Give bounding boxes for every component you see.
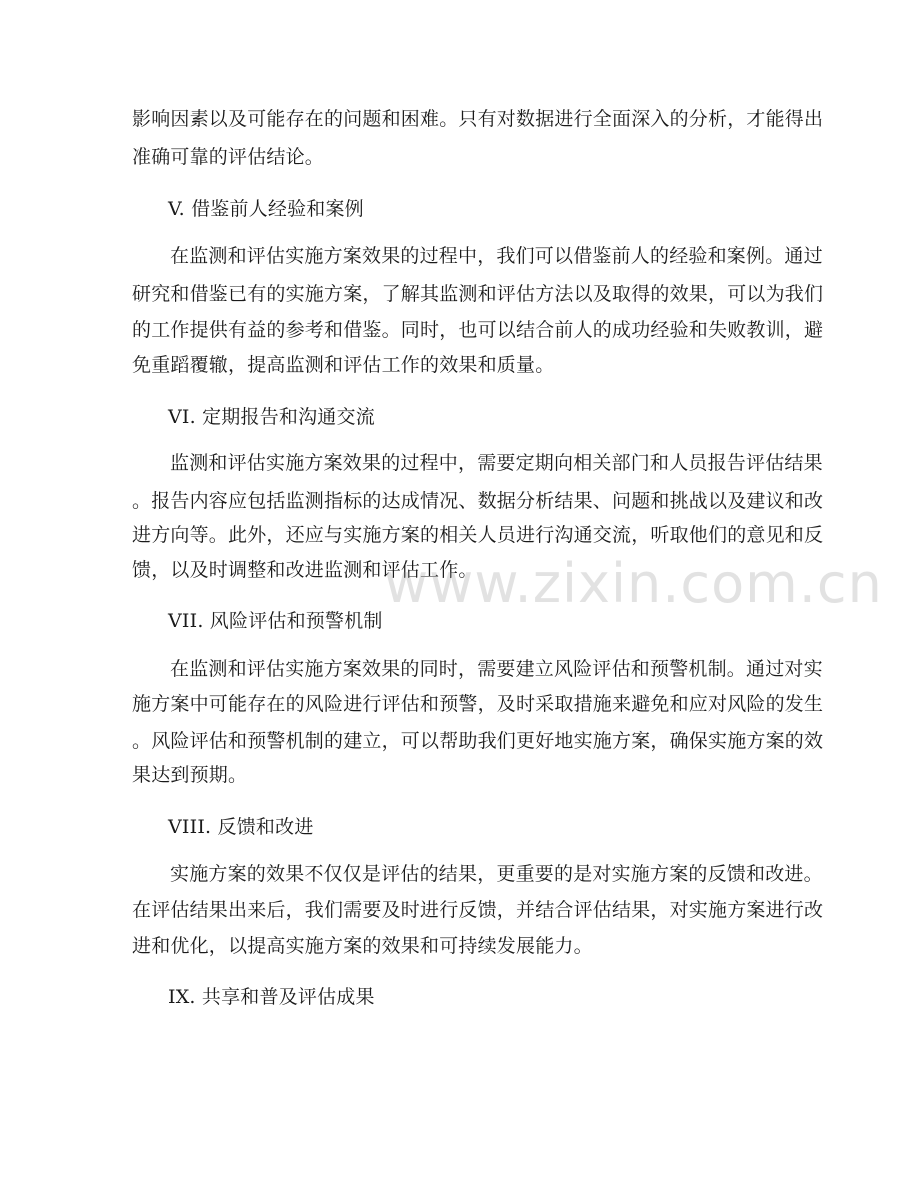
paragraph-line: 进方向等。此外，还应与实施方案的相关人员进行沟通交流，听取他们的意见和反: [132, 524, 824, 546]
section-heading: VII. 风险评估和预警机制: [168, 610, 383, 632]
section-heading: VIII. 反馈和改进: [168, 816, 314, 838]
paragraph-line: 。报告内容应包括监测指标的达成情况、数据分析结果、问题和挑战以及建议和改: [132, 490, 824, 512]
paragraph-line: 在评估结果出来后，我们需要及时进行反馈，并结合评估结果，对实施方案进行改: [132, 899, 824, 921]
paragraph-line: 进和优化，以提高实施方案的效果和可持续发展能力。: [132, 935, 593, 957]
paragraph-line: 。风险评估和预警机制的建立，可以帮助我们更好地实施方案，确保实施方案的效: [132, 730, 824, 752]
paragraph-line: 影响因素以及可能存在的问题和困难。只有对数据进行全面深入的分析，才能得出: [132, 108, 824, 130]
paragraph-line: 果达到预期。: [132, 764, 248, 786]
paragraph-line: 免重蹈覆辙，提高监测和评估工作的效果和质量。: [132, 354, 555, 376]
paragraph-line: 准确可靠的评估结论。: [132, 146, 325, 168]
paragraph-line: 在监测和评估实施方案效果的过程中，我们可以借鉴前人的经验和案例。通过: [170, 245, 823, 267]
paragraph-line: 研究和借鉴已有的实施方案，了解其监测和评估方法以及取得的效果，可以为我们: [132, 283, 824, 305]
watermark: www.zixin.com.cn: [384, 552, 883, 615]
paragraph-line: 监测和评估实施方案效果的过程中，需要定期向相关部门和人员报告评估结果: [170, 452, 823, 474]
paragraph-line: 馈，以及时调整和改进监测和评估工作。: [132, 559, 478, 581]
paragraph-line: 实施方案的效果不仅仅是评估的结果，更重要的是对实施方案的反馈和改进。: [170, 863, 823, 885]
paragraph-line: 的工作提供有益的参考和借鉴。同时，也可以结合前人的成功经验和失败教训，避: [132, 319, 824, 341]
paragraph-line: 在监测和评估实施方案效果的同时，需要建立风险评估和预警机制。通过对实: [170, 658, 823, 680]
section-heading: VI. 定期报告和沟通交流: [168, 406, 375, 428]
section-heading: V. 借鉴前人经验和案例: [168, 198, 364, 220]
paragraph-line: 施方案中可能存在的风险进行评估和预警，及时采取措施来避免和应对风险的发生: [132, 693, 824, 715]
section-heading: IX. 共享和普及评估成果: [168, 986, 375, 1008]
